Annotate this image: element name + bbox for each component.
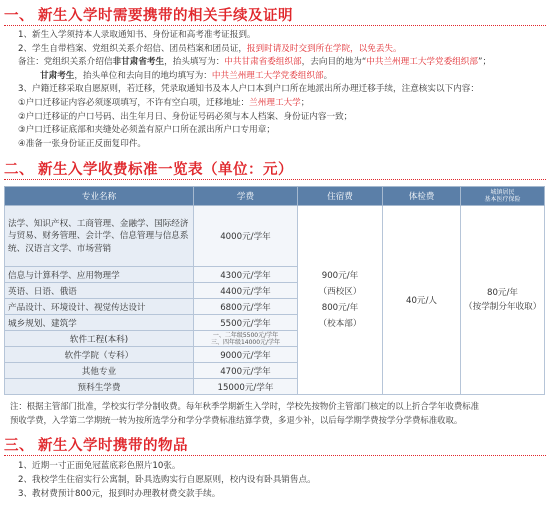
- header-insurance-line2: 基本医疗保险: [484, 196, 521, 204]
- section3-list: [4, 459, 546, 501]
- item-text: ”；: [478, 57, 492, 68]
- header-medical: 体检费: [383, 187, 461, 206]
- major-cell: 软件工程(本科): [5, 331, 194, 347]
- fee-note: [4, 399, 546, 427]
- list-item: [18, 138, 546, 152]
- item-text: 1、新生入学须持本人录取通知书、身份证和高考准考证报到。: [18, 30, 256, 40]
- major-cell: 城乡规划、建筑学: [5, 315, 194, 331]
- item-highlight: 中共兰州理工大学党委组织部: [211, 70, 324, 81]
- major-cell: 法学、知识产权、工商管理、金融学、国际经济与贸易、财务管理、会计学、信息管理与信息系统、汉语言文学、市场营销: [5, 206, 194, 267]
- major-cell: 英语、日语、俄语: [5, 283, 194, 299]
- item-text: 3、户籍迁移采取自愿原则，若迁移，凭录取通知书及本人户口本到户口所在地派出所办理迁移手续，注意核实以下内容：: [18, 84, 479, 95]
- fee-table: [4, 186, 545, 395]
- fee-cell: 4400元/学年: [194, 283, 298, 299]
- item-highlight: 中共甘肃省委组织部: [224, 57, 302, 68]
- item-highlight: 报到时请及时交到所在学院，以免丢失。: [246, 43, 402, 54]
- insurance-cell: [461, 206, 545, 395]
- fee-cell: 4300元/学年: [194, 267, 298, 283]
- item-text: ①户口迁移证内容必须逐项填写，不许有空白项，迁移地址：: [18, 97, 250, 108]
- item-bold: 甘肃考生: [40, 70, 75, 81]
- major-cell: 产品设计、环境设计、视觉传达设计: [5, 299, 194, 315]
- fee-note-line: 注：根据主管部门批准，学校实行学分制收费。每年秋季学期新生入学时，学校先按物价主管部门核定的以上折合学年收费标准: [10, 401, 479, 412]
- section3-title: 新生入学时携带的物品: [38, 437, 188, 454]
- item-text: ④准备一张身份证正反面复印件。: [18, 138, 147, 149]
- fee-cell: 5500元/学年: [194, 315, 298, 331]
- fee-cell: 4000元/学年: [194, 206, 298, 267]
- item-bold: 非甘肃省考生: [112, 57, 165, 68]
- lodging-line: 800元/年: [321, 303, 359, 314]
- section1-list: [4, 29, 546, 151]
- item-text: 2、学生自带档案、党组织关系介绍信、团员档案和团员证，: [18, 43, 247, 54]
- section2-heading: [4, 157, 546, 180]
- item-text: ，抬头填写为：: [164, 57, 225, 68]
- page: [0, 3, 550, 505]
- major-cell: 其他专业: [5, 363, 194, 379]
- list-item: [18, 56, 546, 70]
- insurance-line: 80元/年: [486, 288, 519, 299]
- section1-heading: [4, 3, 546, 26]
- major-cell: 预科生学费: [5, 379, 194, 395]
- section3-heading: [4, 433, 546, 456]
- header-lodging: 住宿费: [298, 187, 383, 206]
- item-highlight: 兰州理工大学: [249, 97, 301, 108]
- header-tuition: 学费: [194, 187, 298, 206]
- item-highlight: 中共兰州理工大学党委组织部: [366, 57, 478, 68]
- medical-cell: 40元/人: [383, 206, 461, 395]
- section3-number: 三、: [4, 437, 34, 454]
- item-text: ②户口迁移证的户口号码、出生年月日、身份证号码必须与本人档案、身份证内容一致；: [18, 111, 353, 122]
- header-major: 专业名称: [5, 187, 194, 206]
- fee-small-line: 一、二年级5500元/学年: [212, 331, 279, 339]
- header-insurance: [461, 187, 545, 206]
- fee-cell: 15000元/学年: [194, 379, 298, 395]
- item-text: ③户口迁移证底部和夹缝处必须盖有原户口所在派出所户口专用章；: [18, 125, 275, 136]
- major-cell: 信息与计算科学、应用物理学: [5, 267, 194, 283]
- lodging-line: （校本部）: [318, 319, 362, 330]
- list-item: [18, 124, 546, 138]
- list-item: 3、教材费预计800元，报到时办理教材费交款手续。: [18, 489, 221, 500]
- list-item: [18, 83, 546, 97]
- fee-cell: 4700元/学年: [194, 363, 298, 379]
- list-item: [18, 43, 546, 57]
- table-header-row: [5, 187, 545, 206]
- list-item: [18, 111, 546, 125]
- section2-number: 二、: [4, 161, 34, 178]
- item-text: 。: [323, 70, 333, 81]
- fee-note-line: 预收学费，入学第二学期统一转为按所选学分和学分学费标准结算学费，多退少补，以后每学期学费按学分学费标准收取。: [10, 415, 463, 426]
- lodging-line: （西校区）: [318, 287, 362, 298]
- list-item: [18, 70, 546, 84]
- item-text: ，去向目的地为“: [301, 57, 367, 68]
- section1-title: 新生入学时需要携带的相关手续及证明: [38, 7, 293, 24]
- lodging-cell: [298, 206, 383, 395]
- list-item: [18, 97, 546, 111]
- lodging-line: 900元/年: [321, 271, 359, 282]
- fee-small-line: 三、四年级14000元/学年: [210, 338, 281, 346]
- section1-number: 一、: [4, 7, 34, 24]
- item-text: ，抬头单位和去向目的地均填写为：: [74, 70, 212, 81]
- fee-cell: [194, 331, 298, 347]
- item-text: ；: [300, 97, 310, 108]
- insurance-line: （按学制分年收取）: [464, 302, 542, 313]
- list-item: 1、近期一寸正面免冠蓝底彩色照片10张。: [18, 461, 181, 472]
- section2-title: 新生入学收费标准一览表（单位：元）: [38, 161, 293, 178]
- table-row: [5, 206, 545, 267]
- fee-cell: 9000元/学年: [194, 347, 298, 363]
- header-insurance-line1: 城镇居民: [490, 189, 515, 197]
- list-item: [18, 29, 546, 43]
- item-text: 备注：党组织关系介绍信: [18, 57, 113, 68]
- fee-cell: 6800元/学年: [194, 299, 298, 315]
- list-item: 2、我校学生住宿实行公寓制，卧具选购实行自愿原则，校内设有卧具销售点。: [18, 475, 316, 486]
- major-cell: 软件学院（专科）: [5, 347, 194, 363]
